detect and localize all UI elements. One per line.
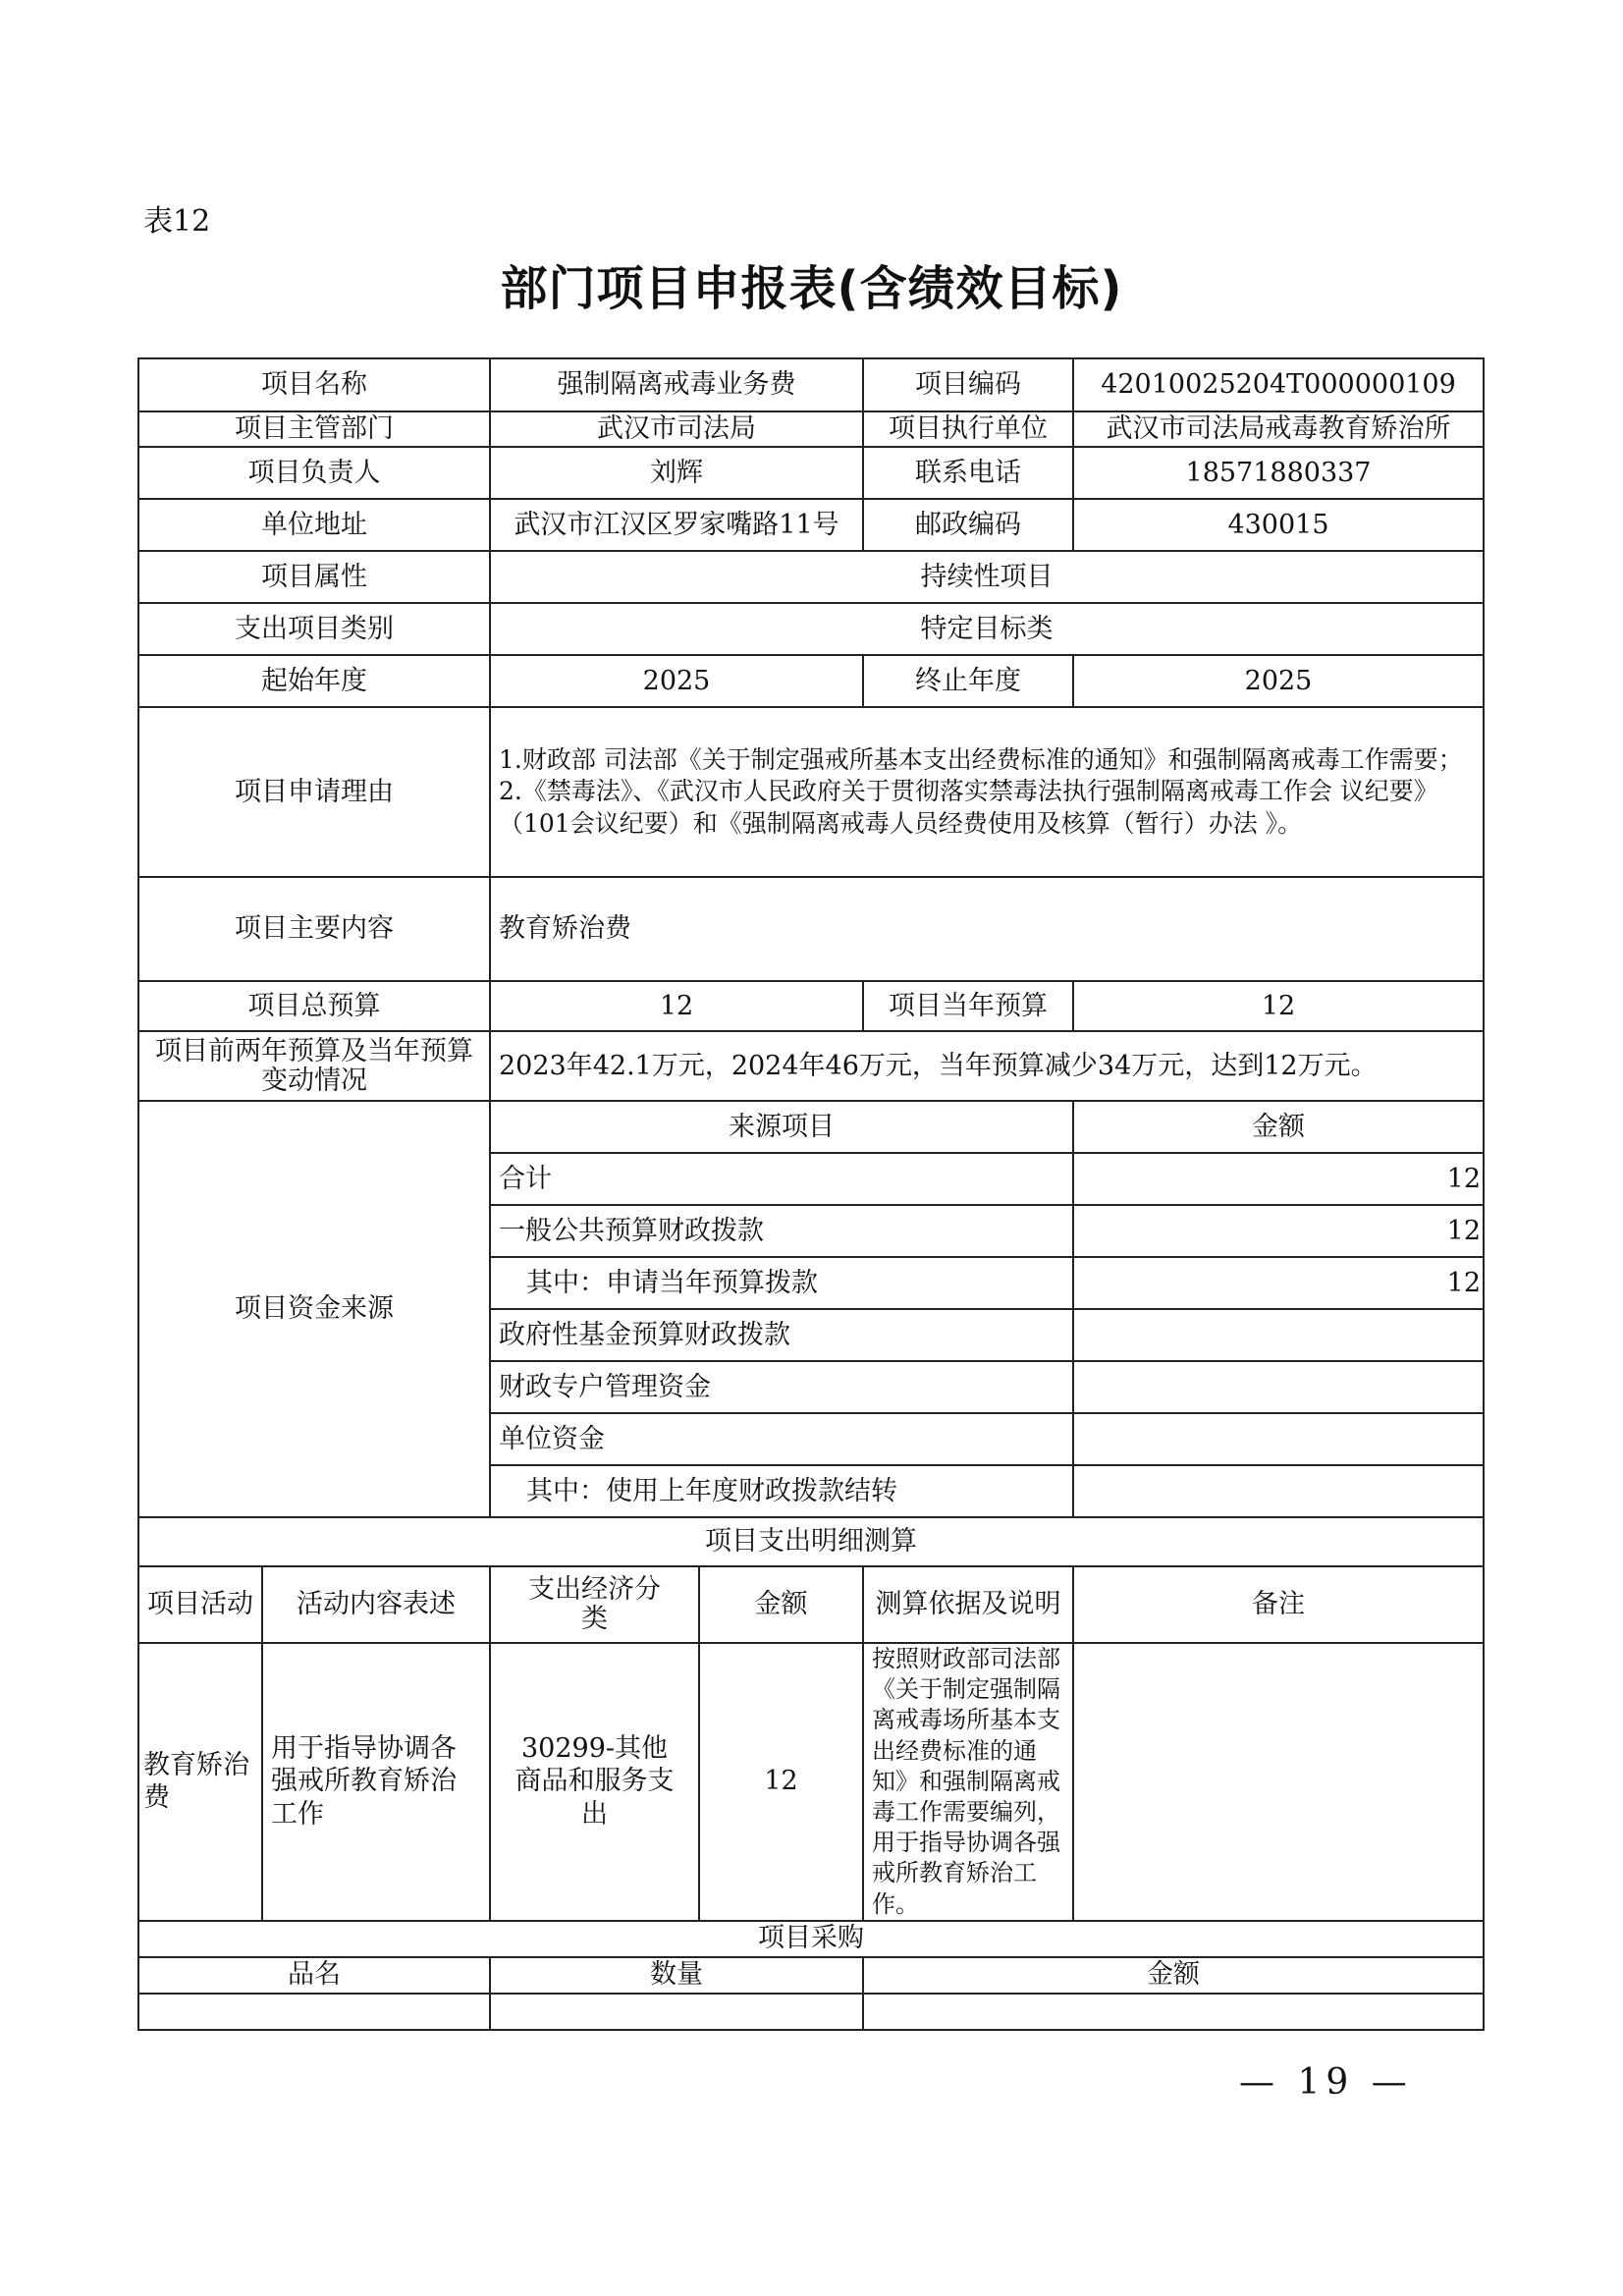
end-year-label: 终止年度	[863, 655, 1073, 707]
funding-row-name: 合计	[490, 1153, 1073, 1205]
row-attr	[138, 551, 1484, 603]
year-budget-label: 项目当年预算	[863, 981, 1073, 1031]
funding-header-row	[138, 1101, 1484, 1153]
row-reason	[138, 707, 1484, 877]
procurement-col-amount: 金额	[863, 1957, 1484, 1994]
detail-col-activity: 项目活动	[138, 1566, 262, 1643]
project-code-value: 42010025204T000000109	[1073, 358, 1484, 411]
exec-unit-label: 项目执行单位	[863, 411, 1073, 447]
detail-section-row	[138, 1517, 1484, 1566]
detail-desc: 用于指导协调各强戒所教育矫治工作	[262, 1643, 490, 1921]
procurement-section-row	[138, 1921, 1484, 1957]
dept-value: 武汉市司法局	[490, 411, 863, 447]
project-name-label: 项目名称	[138, 358, 490, 411]
address-value: 武汉市江汉区罗家嘴路11号	[490, 499, 863, 551]
detail-col-amount: 金额	[699, 1566, 863, 1643]
postcode-value: 430015	[1073, 499, 1484, 551]
reason-line-1: 1.财政部 司法部《关于制定强戒所基本支出经费标准的通知》和强制隔离戒毒工作需要；	[499, 744, 1463, 774]
row-content	[138, 877, 1484, 981]
row-project-name	[138, 358, 1484, 411]
row-years	[138, 655, 1484, 707]
budget-change-value: 2023年42.1万元，2024年46万元，当年预算减少34万元，达到12万元。	[490, 1031, 1484, 1101]
detail-col-note: 备注	[1073, 1566, 1484, 1643]
procurement-section-title: 项目采购	[138, 1921, 1484, 1957]
budget-change-label: 项目前两年预算及当年预算变动情况	[138, 1031, 490, 1101]
address-label: 单位地址	[138, 499, 490, 551]
funding-row-amount: 12	[1073, 1205, 1484, 1257]
detail-header-row	[138, 1566, 1484, 1643]
start-year-label: 起始年度	[138, 655, 490, 707]
funding-row-amount	[1073, 1309, 1484, 1361]
attr-value: 持续性项目	[490, 551, 1484, 603]
reason-line-2: 2.《禁毒法》、《武汉市人民政府关于贯彻落实禁毒法执行强制隔离戒毒工作会 议纪要》（101会议纪要）和《强制隔离戒毒人员经费使用及核算（暂行）办法 》。	[499, 777, 1438, 838]
row-dept	[138, 411, 1484, 447]
funding-row-name: 其中：使用上年度财政拨款结转	[490, 1465, 1073, 1517]
detail-note	[1073, 1643, 1484, 1921]
table-number: 表12	[143, 204, 211, 239]
funding-row-name: 单位资金	[490, 1413, 1073, 1465]
funding-row-name: 一般公共预算财政拨款	[490, 1205, 1073, 1257]
funding-row-amount: 12	[1073, 1257, 1484, 1309]
project-name-value: 强制隔离戒毒业务费	[490, 358, 863, 411]
detail-row	[138, 1643, 1484, 1921]
row-address	[138, 499, 1484, 551]
funding-row-name: 其中：申请当年预算拨款	[490, 1257, 1073, 1309]
reason-value	[490, 707, 1484, 877]
procurement-col-name: 品名	[138, 1957, 490, 1994]
funding-col-amount: 金额	[1073, 1101, 1484, 1153]
row-leader	[138, 447, 1484, 499]
year-budget-value: 12	[1073, 981, 1484, 1031]
attr-label: 项目属性	[138, 551, 490, 603]
detail-basis: 按照财政部司法部《关于制定强制隔离戒毒场所基本支出经费标准的通知》和强制隔离戒毒工作需要编列，用于指导协调各强戒所教育矫治工作。	[863, 1643, 1073, 1921]
exec-unit-value: 武汉市司法局戒毒教育矫治所	[1073, 411, 1484, 447]
funding-row-name: 政府性基金预算财政拨款	[490, 1309, 1073, 1361]
project-application-form	[137, 357, 1485, 2031]
row-budget	[138, 981, 1484, 1031]
funding-row-amount	[1073, 1465, 1484, 1517]
detail-activity: 教育矫治费	[138, 1643, 262, 1921]
reason-label: 项目申请理由	[138, 707, 490, 877]
funding-col-source: 来源项目	[490, 1101, 1073, 1153]
page-number: — 19 —	[1239, 2062, 1413, 2103]
dept-label: 项目主管部门	[138, 411, 490, 447]
detail-amount: 12	[699, 1643, 863, 1921]
phone-value: 18571880337	[1073, 447, 1484, 499]
content-value: 教育矫治费	[490, 877, 1484, 981]
row-budget-change	[138, 1031, 1484, 1101]
page-title: 部门项目申报表(含绩效目标)	[500, 261, 1123, 316]
project-code-label: 项目编码	[863, 358, 1073, 411]
detail-section-title: 项目支出明细测算	[138, 1517, 1484, 1566]
phone-label: 联系电话	[863, 447, 1073, 499]
procurement-cell	[863, 1994, 1484, 2030]
procurement-cell	[138, 1994, 490, 2030]
procurement-cell	[490, 1994, 863, 2030]
detail-col-desc: 活动内容表述	[262, 1566, 490, 1643]
procurement-col-qty: 数量	[490, 1957, 863, 1994]
postcode-label: 邮政编码	[863, 499, 1073, 551]
total-budget-value: 12	[490, 981, 863, 1031]
funding-row-amount: 12	[1073, 1153, 1484, 1205]
funding-row-amount	[1073, 1361, 1484, 1413]
leader-label: 项目负责人	[138, 447, 490, 499]
end-year-value: 2025	[1073, 655, 1484, 707]
procurement-row	[138, 1994, 1484, 2030]
funding-label: 项目资金来源	[138, 1101, 490, 1517]
funding-row-name: 财政专户管理资金	[490, 1361, 1073, 1413]
procurement-header-row	[138, 1957, 1484, 1994]
funding-row-amount	[1073, 1413, 1484, 1465]
leader-value: 刘辉	[490, 447, 863, 499]
total-budget-label: 项目总预算	[138, 981, 490, 1031]
start-year-value: 2025	[490, 655, 863, 707]
row-category	[138, 603, 1484, 655]
detail-col-basis: 测算依据及说明	[863, 1566, 1073, 1643]
content-label: 项目主要内容	[138, 877, 490, 981]
category-label: 支出项目类别	[138, 603, 490, 655]
detail-col-econ: 支出经济分类	[490, 1566, 699, 1643]
detail-econ: 30299-其他商品和服务支出	[490, 1643, 699, 1921]
category-value: 特定目标类	[490, 603, 1484, 655]
